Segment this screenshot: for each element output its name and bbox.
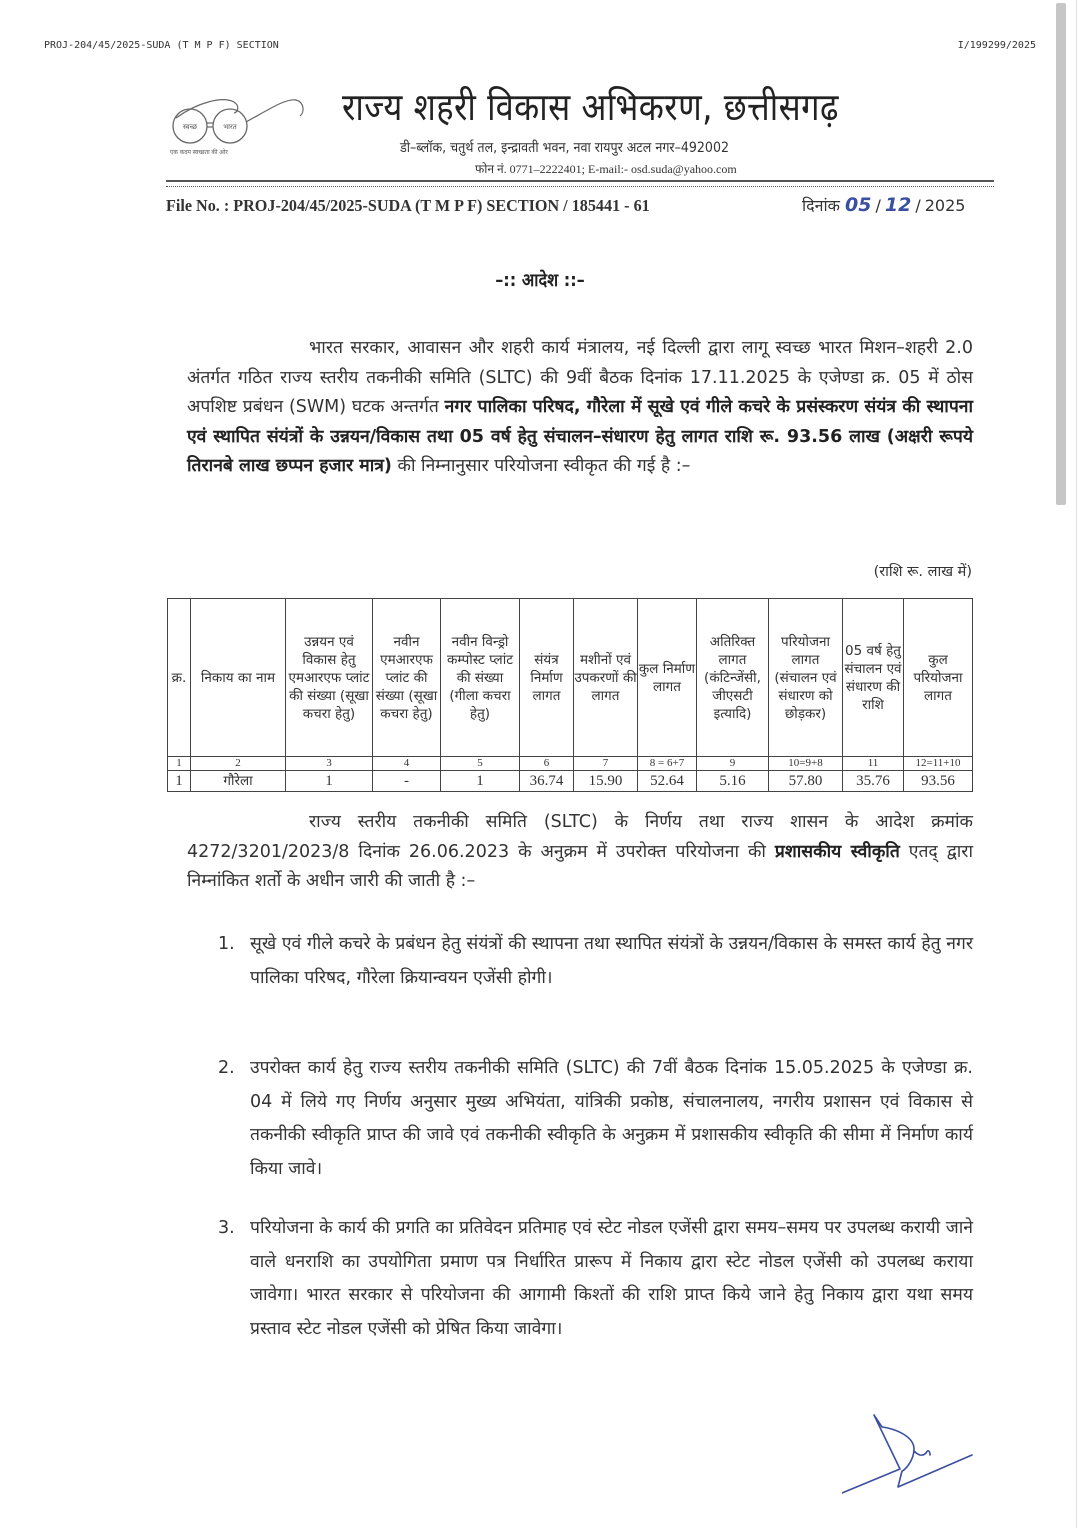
- para1-bold-text: नगर पालिका परिषद, गौरेला में सूखे एवं गीले कचरे के प्रसंस्करण संयंत्र की स्थापना एवं स्थापित संयंत्रों के उन्नयन/विकास तथा 05 वर्ष हेतु संचालन–संधारण हेतु लागत राशि रू. 93.56 लाख (अक्षरी रूपये तिरानबे लाख छप्पन हजार मात्र): [187, 397, 973, 476]
- table-header-cell: कुल परियोजना लागत: [904, 599, 973, 757]
- table-header-cell: उन्नयन एवं विकास हेतु एमआरएफ प्लांट की संख्या (सूखा कचरा हेतु): [286, 599, 373, 757]
- table-cell-total-construction-cost: 52.64: [638, 771, 697, 792]
- table-cell-upgrade-mrf-count: 1: [286, 771, 373, 792]
- column-number-row: [168, 757, 973, 771]
- column-number-cell: 2: [191, 757, 286, 771]
- condition-number: 3.: [218, 1218, 235, 1238]
- table-header-cell: 05 वर्ष हेतु संचालन एवं संधारण की राशि: [843, 599, 904, 757]
- logo-left-lens-text: स्वच्छ: [182, 124, 198, 131]
- table-header-cell: अतिरिक्त लागत (कंटिन्जेंसी, जीएसटी इत्यादि): [697, 599, 769, 757]
- date-year: 2025: [924, 196, 966, 215]
- table-header-cell: संयंत्र निर्माण लागत: [520, 599, 574, 757]
- top-left-reference: PROJ-204/45/2025-SUDA (T M P F) SECTION: [44, 40, 279, 51]
- order-paragraph-2: [187, 808, 973, 897]
- vertical-scrollbar[interactable]: [1056, 3, 1066, 505]
- organization-contact: फोन नं. 0771–2222401; E-mail:- osd.suda@yahoo.com: [475, 162, 737, 176]
- para1-text: भारत सरकार, आवासन और शहरी कार्य मंत्रालय, नई दिल्ली द्वारा लागू स्वच्छ भारत मिशन–शहरी 2.0 अंतर्गत गठित राज्य स्तरीय तकनीकी समिति (SLTC) की 9वीं बैठक दिनांक 17.11.2025 के एजेण्डा क्र. 05 में ठोस अपशिष्ट प्रबंधन (SWM) घटक अन्तर्गत: [187, 338, 973, 417]
- condition-number: 2.: [218, 1058, 235, 1078]
- organization-title: राज्य शहरी विकास अभिकरण, छत्तीसगढ़: [342, 85, 839, 129]
- condition-text: परियोजना के कार्य की प्रगति का प्रतिवेदन प्रतिमाह एवं स्टेट नोडल एजेंसी द्वारा समय–समय पर उपलब्ध करायी जाने वाले धनराशि का उपयोगिता प्रमाण पत्र निर्धारित प्रारूप में निकाय द्वारा स्टेट नोडल एजेंसी को उपलब्ध कराया जावेगा। भारत सरकार से परियोजना की आगामी किश्तों की राशि प्राप्त किये जाने हेतु निकाय द्वारा यथा समय प्रस्ताव स्टेट नोडल एजेंसी को प्रेषित किया जावेगा।: [250, 1218, 973, 1339]
- table-cell-om-amount: 35.76: [843, 771, 904, 792]
- column-number-cell: 9: [697, 757, 769, 771]
- table-header-cell: परियोजना लागत (संचालन एवं संधारण को छोड़कर): [769, 599, 843, 757]
- table-header-cell: नवीन विन्ड्रो कम्पोस्ट प्लांट की संख्या (गीला कचरा हेतु): [441, 599, 520, 757]
- column-number-cell: 12=11+10: [904, 757, 973, 771]
- para2-bold-text: प्रशासकीय स्वीकृति: [774, 841, 900, 862]
- date-separator: /: [875, 196, 881, 215]
- table-cell-additional-cost: 5.16: [697, 771, 769, 792]
- date-month: 12: [884, 194, 912, 216]
- table-cell-machinery-cost: 15.90: [574, 771, 638, 792]
- condition-item: [218, 928, 973, 995]
- file-number: File No. : PROJ-204/45/2025-SUDA (T M P F) SECTION / 185441 - 61: [166, 196, 650, 215]
- amount-unit-note: (राशि रू. लाख में): [873, 564, 972, 580]
- table-cell-plant-construction-cost: 36.74: [520, 771, 574, 792]
- signature: [842, 1405, 992, 1505]
- column-number-cell: 5: [441, 757, 520, 771]
- table-header-cell: नवीन एमआरएफ प्लांट की संख्या (सूखा कचरा हेतु): [373, 599, 441, 757]
- condition-item: [218, 1052, 973, 1186]
- column-number-cell: 7: [574, 757, 638, 771]
- para2-text-end: एतद् द्वारा निम्नांकित शर्तो के अधीन जारी की जाती है :–: [187, 841, 973, 891]
- table-cell-windrow-compost-count: 1: [441, 771, 520, 792]
- table-cell-project-cost: 57.80: [769, 771, 843, 792]
- table-header-cell: क्र.: [168, 599, 191, 757]
- organization-address: डी–ब्लॉक, चतुर्थ तल, इन्द्रावती भवन, नवा रायपुर अटल नगर–492002: [400, 140, 729, 156]
- table-header-row: [168, 599, 973, 757]
- column-number-cell: 10=9+8: [769, 757, 843, 771]
- page-edge: [1076, 0, 1077, 1528]
- order-heading: –:: आदेश ::–: [495, 270, 585, 291]
- order-date: [802, 194, 965, 216]
- table-row: [168, 771, 973, 792]
- table-cell-serial: 1: [168, 771, 191, 792]
- swachh-bharat-logo: [168, 82, 308, 172]
- table-cell-total-project-cost: 93.56: [904, 771, 973, 792]
- date-label: दिनांक: [802, 196, 840, 215]
- column-number-cell: 11: [843, 757, 904, 771]
- date-day: 05: [845, 194, 872, 216]
- date-separator: /: [915, 196, 921, 215]
- column-number-cell: 1: [168, 757, 191, 771]
- table-header-cell: कुल निर्माण लागत: [638, 599, 697, 757]
- column-number-cell: 6: [520, 757, 574, 771]
- table-header-cell: निकाय का नाम: [191, 599, 286, 757]
- column-number-cell: 8 = 6+7: [638, 757, 697, 771]
- logo-caption: एक कदम स्वच्छता की ओर: [170, 150, 228, 156]
- top-right-reference: I/199299/2025: [957, 40, 1036, 51]
- condition-text: उपरोक्त कार्य हेतु राज्य स्तरीय तकनीकी समिति (SLTC) की 7वीं बैठक दिनांक 15.05.2025 के एजेण्डा क्र. 04 में लिये गए निर्णय अनुसार मुख्य अभियंता, यांत्रिकी प्रकोष्ठ, संचालनालय, नगरीय प्रशासन एवं विकास से तकनीकी स्वीकृति प्राप्त की जावे एवं तकनीकी स्वीकृति के अनुक्रम में प्रशासकीय स्वीकृति की सीमा में निर्माण कार्य किया जावे।: [250, 1058, 973, 1179]
- condition-text: सूखे एवं गीले कचरे के प्रबंधन हेतु संयंत्रों की स्थापना तथा स्थापित संयंत्रों के उन्नयन/विकास के समस्त कार्य हेतु नगर पालिका परिषद, गौरेला क्रियान्वयन एजेंसी होगी।: [250, 934, 973, 988]
- table-header-cell: मशीनों एवं उपकरणों की लागत: [574, 599, 638, 757]
- table-cell-new-mrf-count: -: [373, 771, 441, 792]
- condition-item: [218, 1212, 973, 1346]
- column-number-cell: 4: [373, 757, 441, 771]
- order-paragraph-1: [187, 334, 973, 482]
- para2-text: राज्य स्तरीय तकनीकी समिति (SLTC) के निर्णय तथा राज्य शासन के आदेश क्रमांक 4272/3201/2023/8 दिनांक 26.06.2023 के अनुक्रम में उपरोक्त परियोजना की: [187, 812, 973, 862]
- logo-right-lens-text: भारत: [223, 124, 237, 131]
- column-number-cell: 3: [286, 757, 373, 771]
- header-divider: [166, 180, 994, 187]
- project-cost-table: [167, 598, 973, 792]
- spectacles-icon: [168, 82, 308, 148]
- table-cell-body-name: गौरेला: [191, 771, 286, 792]
- para1-text-end: की निम्नानुसार परियोजना स्वीकृत की गई है :–: [397, 456, 691, 476]
- handwritten-signature-icon: [842, 1405, 992, 1505]
- condition-number: 1.: [218, 934, 235, 954]
